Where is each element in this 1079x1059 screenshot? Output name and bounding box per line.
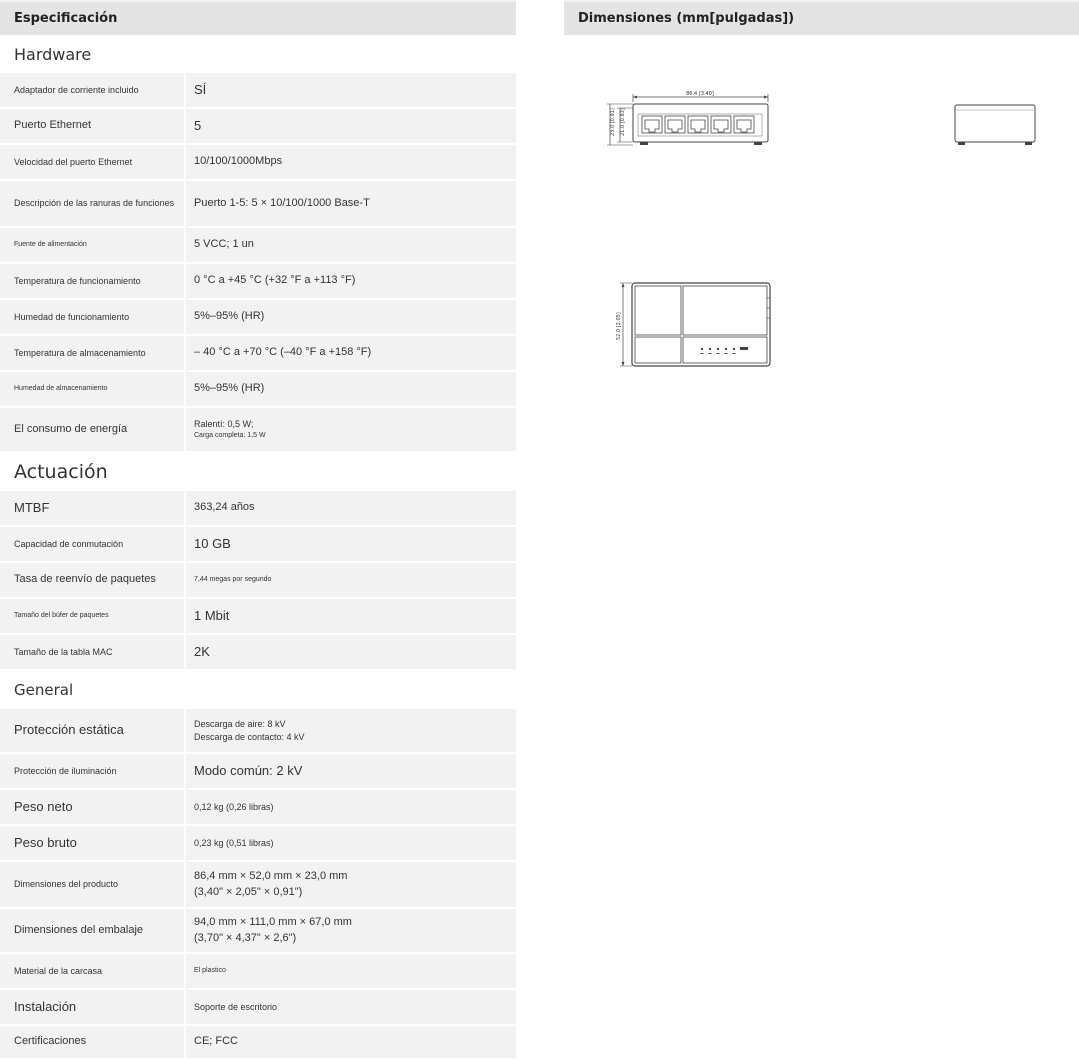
front-view-drawing	[604, 88, 776, 150]
spec-value: Modo común: 2 kV	[184, 754, 516, 788]
spec-row	[0, 754, 516, 790]
spec-value-line: Descarga de aire: 8 kV	[194, 718, 286, 729]
spec-label: Puerto Ethernet	[0, 109, 184, 143]
front-width-dimension: 86.4 [3.40]	[686, 91, 714, 97]
spec-row	[0, 635, 516, 671]
spec-value	[184, 862, 516, 907]
spec-label: Tasa de reenvío de paquetes	[0, 563, 184, 597]
section-title-hardware: Hardware	[14, 44, 92, 64]
spec-row	[0, 527, 516, 563]
spec-row	[0, 372, 516, 408]
spec-label: Temperatura de funcionamiento	[0, 264, 184, 298]
spec-value: 7,44 megas por segundo	[184, 563, 516, 597]
spec-label: El consumo de energía	[0, 408, 184, 451]
spec-value-line: (3,40" × 2,05" × 0,91")	[194, 885, 303, 898]
spec-row	[0, 491, 516, 527]
spec-label: Dimensiones del embalaje	[0, 909, 184, 952]
spec-label: Humedad de almacenamiento	[0, 372, 184, 406]
spec-label: Descripción de las ranuras de funciones	[0, 181, 184, 226]
spec-value: 5	[184, 109, 516, 143]
spec-value: 0,23 kg (0,51 libras)	[184, 826, 516, 860]
spec-label: Capacidad de conmutación	[0, 527, 184, 561]
spec-value-line: Descarga de contacto: 4 kV	[194, 731, 305, 742]
spec-row	[0, 408, 516, 453]
spec-label: Certificaciones	[0, 1026, 184, 1058]
spec-value: El plastico	[184, 954, 516, 988]
spec-label: Adaptador de corriente incluido	[0, 73, 184, 107]
section-title-performance: Actuación	[14, 461, 108, 483]
spec-value-line: Ralentí: 0,5 W;	[194, 419, 254, 430]
spec-label: Humedad de funcionamiento	[0, 300, 184, 334]
spec-value: 5%–95% (HR)	[184, 300, 516, 334]
spec-value: 0 °C a +45 °C (+32 °F a +113 °F)	[184, 264, 516, 298]
spec-label: Instalación	[0, 990, 184, 1024]
section-title-general: General	[14, 681, 74, 699]
spec-label: Material de la carcasa	[0, 954, 184, 988]
spec-row	[0, 862, 516, 909]
spec-value: CE; FCC	[184, 1026, 516, 1058]
spec-row	[0, 709, 516, 754]
side-view-drawing	[950, 100, 1042, 150]
spec-value-line: Carga completa: 1,5 W	[194, 431, 266, 439]
spec-label: Dimensiones del producto	[0, 862, 184, 907]
spec-row	[0, 990, 516, 1026]
spec-label: Protección de iluminación	[0, 754, 184, 788]
spec-label: Peso bruto	[0, 826, 184, 860]
spec-label: Velocidad del puerto Ethernet	[0, 145, 184, 179]
spec-row	[0, 181, 516, 228]
spec-label: Protección estática	[0, 709, 184, 752]
spec-value: 5%–95% (HR)	[184, 372, 516, 406]
spec-value: 1 Mbit	[184, 599, 516, 633]
spec-row	[0, 1026, 516, 1059]
specifications-header: Especificación	[0, 0, 516, 35]
dimensions-panel	[564, 0, 1079, 35]
spec-value: 5 VCC; 1 un	[184, 228, 516, 262]
spec-row	[0, 264, 516, 300]
spec-row	[0, 826, 516, 862]
top-depth-dimension: 52.0 [2.05]	[616, 312, 622, 340]
spec-row	[0, 300, 516, 336]
spec-row	[0, 909, 516, 954]
spec-row	[0, 228, 516, 264]
spec-value: 0,12 kg (0,26 libras)	[184, 790, 516, 824]
spec-value: Soporte de escritorio	[184, 990, 516, 1024]
spec-value	[184, 408, 516, 451]
spec-row	[0, 109, 516, 145]
spec-value: 2K	[184, 635, 516, 669]
spec-label: Tamaño de la tabla MAC	[0, 635, 184, 669]
spec-value-line: (3,70" × 4,37" × 2,6")	[194, 931, 297, 944]
spec-value	[184, 709, 516, 752]
spec-label: Fuente de alimentación	[0, 228, 184, 262]
specifications-panel	[0, 0, 516, 1059]
spec-row	[0, 336, 516, 372]
spec-value: 10/100/1000Mbps	[184, 145, 516, 179]
spec-row	[0, 563, 516, 599]
spec-value: – 40 °C a +70 °C (–40 °F a +158 °F)	[184, 336, 516, 370]
spec-value: 363,24 años	[184, 491, 516, 525]
spec-row	[0, 599, 516, 635]
spec-value-line: 86,4 mm × 52,0 mm × 23,0 mm	[194, 870, 348, 883]
spec-row	[0, 145, 516, 181]
spec-row	[0, 954, 516, 990]
spec-value-line: 94,0 mm × 111,0 mm × 67,0 mm	[194, 916, 352, 929]
spec-label: Tamaño del búfer de paquetes	[0, 599, 184, 633]
spec-value: SÍ	[184, 73, 516, 107]
top-view-drawing	[612, 278, 776, 372]
spec-value	[184, 909, 516, 952]
spec-label: Temperatura de almacenamiento	[0, 336, 184, 370]
spec-row	[0, 790, 516, 826]
front-height-inner-dimension: 21.0 [0.83]	[620, 108, 626, 136]
dimensions-header: Dimensiones (mm[pulgadas])	[564, 0, 1079, 35]
spec-value: 10 GB	[184, 527, 516, 561]
spec-value: Puerto 1-5: 5 × 10/100/1000 Base-T	[184, 181, 516, 226]
front-height-outer-dimension: 23.0 [0.91]	[610, 108, 616, 136]
spec-row	[0, 73, 516, 109]
spec-label: Peso neto	[0, 790, 184, 824]
spec-label: MTBF	[0, 491, 184, 525]
